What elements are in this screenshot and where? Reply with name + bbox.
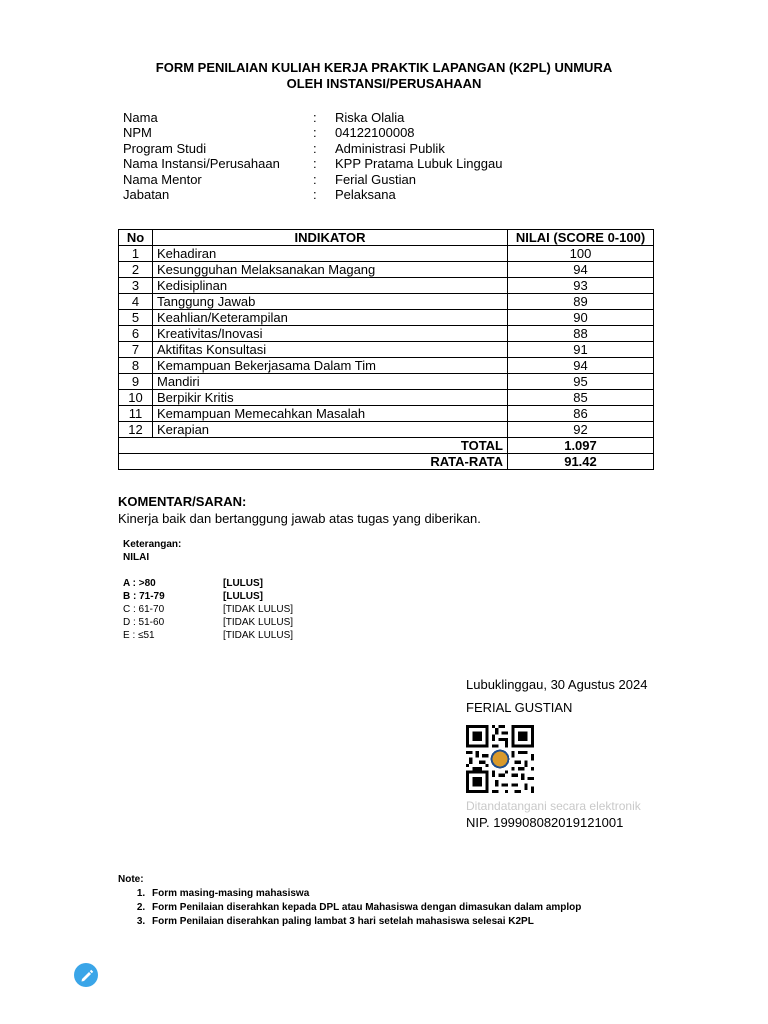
grade-status: [TIDAK LULUS] [223, 604, 294, 615]
signature-block [466, 677, 647, 715]
info-label: NPM [123, 125, 152, 141]
note-list [118, 887, 581, 929]
grade-range: C : 61-70 [123, 604, 165, 615]
row-no: 9 [119, 374, 153, 390]
info-value: Administrasi Publik [335, 140, 445, 156]
table-row [119, 358, 654, 374]
info-row [123, 110, 502, 125]
row-nilai: 93 [508, 278, 654, 294]
info-label: Nama Mentor [123, 171, 202, 187]
info-label: Program Studi [123, 140, 207, 156]
note-title: Note: [118, 874, 144, 885]
row-indikator: Mandiri [153, 374, 508, 390]
grade-range: B : 71-79 [123, 591, 165, 602]
signer-nip: NIP. 199908082019121001 [466, 815, 624, 830]
form-title-line2: OLEH INSTANSI/PERUSAHAAN [286, 76, 482, 91]
list-item: 1. Form masing-masing mahasiswa [148, 887, 581, 901]
score-table [118, 229, 654, 470]
table-row [119, 406, 654, 422]
grade-row [123, 577, 293, 590]
info-label: Nama [123, 110, 158, 125]
grade-status: [LULUS] [223, 578, 263, 589]
row-nilai: 89 [508, 294, 654, 310]
info-row [123, 187, 502, 202]
row-no: 2 [119, 262, 153, 278]
grade-status: [TIDAK LULUS] [223, 630, 294, 641]
info-label: Nama Instansi/Perusahaan [123, 156, 280, 172]
row-no: 3 [119, 278, 153, 294]
average-row [119, 454, 654, 470]
table-row [119, 246, 654, 262]
row-indikator: Tanggung Jawab [153, 294, 508, 310]
info-value: Ferial Gustian [335, 171, 416, 187]
info-sep: : [313, 140, 317, 156]
table-row [119, 390, 654, 406]
info-value: 04122100008 [335, 125, 415, 141]
info-row [123, 125, 502, 140]
row-indikator: Kerapian [153, 422, 508, 438]
row-nilai: 100 [508, 246, 654, 262]
row-no: 4 [119, 294, 153, 310]
row-no: 5 [119, 310, 153, 326]
row-no: 7 [119, 342, 153, 358]
header-indikator: INDIKATOR [153, 230, 508, 246]
info-value: KPP Pratama Lubuk Linggau [335, 156, 503, 172]
row-indikator: Aktifitas Konsultasi [153, 342, 508, 358]
info-sep: : [313, 171, 317, 187]
row-indikator: Kesungguhan Melaksanakan Magang [153, 262, 508, 278]
row-indikator: Kemampuan Memecahkan Masalah [153, 406, 508, 422]
info-sep: : [313, 156, 317, 172]
keterangan-subtitle: NILAI [123, 552, 150, 563]
signer-name: FERIAL GUSTIAN [466, 700, 573, 715]
note-block [118, 873, 581, 929]
row-indikator: Berpikir Kritis [153, 390, 508, 406]
grade-row [123, 616, 293, 629]
form-title-line1: FORM PENILAIAN KULIAH KERJA PRAKTIK LAPANGAN (K2PL) UNMURA [155, 60, 613, 75]
row-indikator: Keahlian/Keterampilan [153, 310, 508, 326]
table-row [119, 310, 654, 326]
table-row [119, 262, 654, 278]
grade-range: D : 51-60 [123, 617, 165, 628]
place-date: Lubuklinggau, 30 Agustus 2024 [466, 677, 648, 692]
student-info [123, 110, 502, 202]
info-row [123, 141, 502, 156]
row-nilai: 92 [508, 422, 654, 438]
row-no: 11 [119, 406, 153, 422]
qr-code-icon [466, 725, 534, 793]
row-nilai: 90 [508, 310, 654, 326]
row-no: 8 [119, 358, 153, 374]
row-no: 6 [119, 326, 153, 342]
row-nilai: 94 [508, 358, 654, 374]
info-sep: : [313, 125, 317, 141]
total-row [119, 438, 654, 454]
row-nilai: 86 [508, 406, 654, 422]
header-nilai: NILAI (SCORE 0-100) [508, 230, 654, 246]
keterangan-block [123, 538, 293, 642]
header-no: No [119, 230, 153, 246]
info-sep: : [313, 110, 317, 125]
table-row [119, 294, 654, 310]
table-row [119, 278, 654, 294]
grade-status: [LULUS] [223, 591, 263, 602]
info-label: Jabatan [123, 187, 170, 203]
electronic-signature-note: Ditandatangani secara elektronik [466, 799, 641, 813]
info-row [123, 156, 502, 171]
row-nilai: 94 [508, 262, 654, 278]
row-indikator: Kreativitas/Inovasi [153, 326, 508, 342]
info-sep: : [313, 187, 317, 203]
row-indikator: Kehadiran [153, 246, 508, 262]
komentar-text: Kinerja baik dan bertanggung jawab atas tugas yang diberikan. [118, 511, 481, 526]
total-label: TOTAL [119, 438, 508, 454]
info-value: Pelaksana [335, 187, 396, 203]
average-label: RATA-RATA [119, 454, 508, 470]
table-row [119, 374, 654, 390]
pen-icon [74, 963, 98, 987]
grade-row [123, 590, 293, 603]
row-nilai: 95 [508, 374, 654, 390]
list-item: 3. Form Penilaian diserahkan paling lambat 3 hari setelah mahasiswa selesai K2PL [148, 915, 581, 929]
row-indikator: Kemampuan Bekerjasama Dalam Tim [153, 358, 508, 374]
table-row [119, 342, 654, 358]
row-nilai: 91 [508, 342, 654, 358]
info-value: Riska Olalia [335, 110, 405, 125]
grade-status: [TIDAK LULUS] [223, 617, 294, 628]
form-title [0, 60, 768, 92]
average-value: 91.42 [508, 454, 654, 470]
table-row [119, 422, 654, 438]
keterangan-title: Keterangan: [123, 539, 182, 550]
floating-action-button[interactable] [74, 963, 98, 987]
total-value: 1.097 [508, 438, 654, 454]
grade-range: E : ≤51 [123, 630, 155, 641]
komentar-title: KOMENTAR/SARAN: [118, 494, 247, 509]
grade-range: A : >80 [123, 578, 156, 589]
score-table-header [119, 230, 654, 246]
row-no: 10 [119, 390, 153, 406]
grade-row [123, 629, 293, 642]
row-no: 12 [119, 422, 153, 438]
row-nilai: 88 [508, 326, 654, 342]
list-item: 2. Form Penilaian diserahkan kepada DPL atau Mahasiswa dengan dimasukan dalam amplop [148, 901, 581, 915]
table-row [119, 326, 654, 342]
row-no: 1 [119, 246, 153, 262]
row-nilai: 85 [508, 390, 654, 406]
grade-row [123, 603, 293, 616]
row-indikator: Kedisiplinan [153, 278, 508, 294]
info-row [123, 172, 502, 187]
